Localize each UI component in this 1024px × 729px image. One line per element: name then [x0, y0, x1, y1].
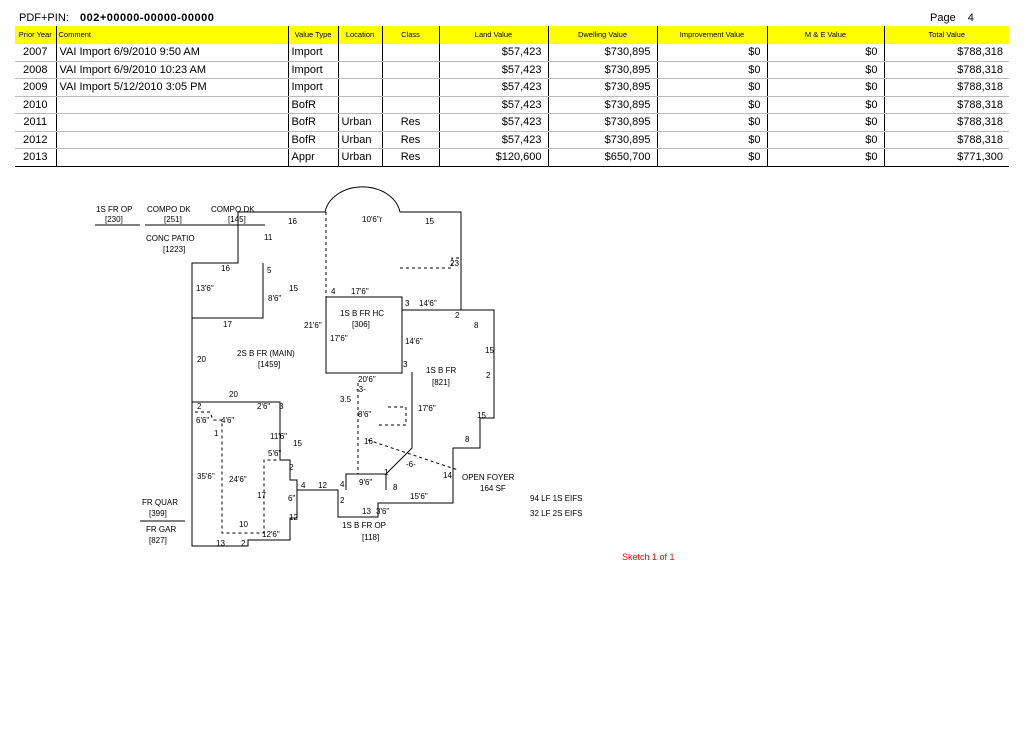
- dim-label: 20: [229, 390, 238, 399]
- dim-label: 17'6": [330, 334, 348, 343]
- dim-label: 17'6": [418, 404, 436, 413]
- cell-year: 2012: [15, 131, 56, 149]
- cell-land-value: $120,600: [439, 149, 548, 167]
- dim-label: 10'6"r: [362, 215, 383, 224]
- dim-label: 14: [443, 471, 452, 480]
- col-dwelling-value: Dwelling Value: [548, 26, 657, 44]
- label-fr-gar-area: [827]: [149, 536, 167, 545]
- dim-label: 2'6": [257, 402, 271, 411]
- cell-improvement-value: $0: [657, 44, 767, 61]
- dim-label: 23: [450, 259, 459, 268]
- col-comment: Comment: [56, 26, 288, 44]
- dim-label: 14'6": [405, 337, 423, 346]
- label-compo-dk-1: COMPO DK: [147, 205, 191, 214]
- dim-label: 15: [485, 346, 494, 355]
- dim-label: 3: [403, 360, 408, 369]
- cell-value-type: Appr: [288, 149, 338, 167]
- label-bfr: 1S B FR: [426, 366, 457, 375]
- dim-label: 8'6": [358, 410, 372, 419]
- label-conc-patio-area: [1223]: [163, 245, 186, 254]
- dim-label: 11'6": [270, 432, 288, 441]
- cell-improvement-value: $0: [657, 131, 767, 149]
- label-compo-dk-2: COMPO DK: [211, 205, 255, 214]
- dim-label: 3'6": [376, 507, 390, 516]
- label-fr-op-area: [230]: [105, 215, 123, 224]
- col-class: Class: [382, 26, 439, 44]
- cell-year: 2011: [15, 114, 56, 132]
- dim-label: 17'6": [351, 287, 369, 296]
- dim-label: 8: [465, 435, 470, 444]
- dim-label: 13'6": [196, 284, 214, 293]
- cell-me-value: $0: [767, 44, 884, 61]
- cell-dwelling-value: $730,895: [548, 114, 657, 132]
- cell-total-value: $788,318: [884, 44, 1009, 61]
- dim-label: 2: [241, 539, 246, 548]
- cell-improvement-value: $0: [657, 149, 767, 167]
- dim-label: 2: [486, 371, 491, 380]
- cell-location: Urban: [338, 131, 382, 149]
- label-hc-area: [306]: [352, 320, 370, 329]
- dim-label: 15: [289, 284, 298, 293]
- cell-value-type: Import: [288, 79, 338, 97]
- cell-dwelling-value: $730,895: [548, 131, 657, 149]
- dim-label: 16: [288, 217, 297, 226]
- dim-label: 6'6": [196, 416, 210, 425]
- cell-me-value: $0: [767, 149, 884, 167]
- cell-total-value: $788,318: [884, 61, 1009, 79]
- cell-total-value: $771,300: [884, 149, 1009, 167]
- label-bfr-op-area: [118]: [362, 533, 380, 542]
- cell-dwelling-value: $730,895: [548, 79, 657, 97]
- dim-label: 2: [455, 311, 460, 320]
- dim-label: 12: [318, 481, 327, 490]
- col-prior-year: Prior Year: [15, 26, 56, 44]
- page-label: Page: [930, 12, 956, 24]
- cell-class: Res: [382, 149, 439, 167]
- col-value-type: Value Type: [288, 26, 338, 44]
- label-eifs-2: 32 LF 2S EIFS: [530, 509, 583, 518]
- dim-label: 15'6": [410, 492, 428, 501]
- dim-label: 9'6": [359, 478, 373, 487]
- cell-location: Urban: [338, 149, 382, 167]
- label-open-foyer: OPEN FOYER: [462, 473, 515, 482]
- dim-label: 35'6": [197, 472, 215, 481]
- cell-dwelling-value: $730,895: [548, 61, 657, 79]
- cell-value-type: BofR: [288, 114, 338, 132]
- col-total-value: Total Value: [884, 26, 1009, 44]
- cell-me-value: $0: [767, 79, 884, 97]
- cell-value-type: BofR: [288, 96, 338, 114]
- dim-label: 5: [267, 266, 272, 275]
- col-me-value: M & E Value: [767, 26, 884, 44]
- cell-comment: VAI Import 6/9/2010 9:50 AM: [56, 44, 288, 61]
- cell-class: Res: [382, 131, 439, 149]
- col-improvement-value: Improvement Value: [657, 26, 767, 44]
- page-number: 4: [967, 12, 974, 24]
- cell-year: 2008: [15, 61, 56, 79]
- cell-year: 2013: [15, 149, 56, 167]
- label-eifs-1: 94 LF 1S EIFS: [530, 494, 583, 503]
- cell-dwelling-value: $730,895: [548, 96, 657, 114]
- dim-label: 4: [301, 481, 306, 490]
- label-main: 2S B FR (MAIN): [237, 349, 295, 358]
- cell-land-value: $57,423: [439, 79, 548, 97]
- cell-total-value: $788,318: [884, 114, 1009, 132]
- parcel-pin: 002+00000-00000-00000: [80, 12, 215, 24]
- dim-label: 10: [239, 520, 248, 529]
- dim-label: 12: [289, 513, 298, 522]
- dim-label: 20'6": [358, 375, 376, 384]
- cell-value-type: Import: [288, 61, 338, 79]
- cell-year: 2007: [15, 44, 56, 61]
- cell-comment: VAI Import 5/12/2010 3:05 PM: [56, 79, 288, 97]
- cell-land-value: $57,423: [439, 114, 548, 132]
- cell-year: 2010: [15, 96, 56, 114]
- dim-label: 2: [289, 463, 294, 472]
- dim-label: 24'6": [229, 475, 247, 484]
- cell-me-value: $0: [767, 61, 884, 79]
- sketch-page-indicator: Sketch 1 of 1: [622, 552, 675, 562]
- cell-dwelling-value: $650,700: [548, 149, 657, 167]
- dim-label: 21'6": [304, 321, 322, 330]
- header-label: PDF+PIN:: [19, 12, 69, 24]
- dim-label: 17: [223, 320, 232, 329]
- cell-land-value: $57,423: [439, 44, 548, 61]
- col-land-value: Land Value: [439, 26, 548, 44]
- dim-label: 16: [364, 437, 373, 446]
- label-fr-gar: FR GAR: [146, 525, 177, 534]
- cell-improvement-value: $0: [657, 114, 767, 132]
- cell-year: 2009: [15, 79, 56, 97]
- cell-total-value: $788,318: [884, 131, 1009, 149]
- dim-label: 8: [393, 483, 398, 492]
- dim-label: 6": [288, 494, 296, 503]
- label-main-area: [1459]: [258, 360, 281, 369]
- dim-label: 5'6": [268, 449, 282, 458]
- dim-label: 2: [340, 496, 345, 505]
- col-location: Location: [338, 26, 382, 44]
- cell-class: Res: [382, 114, 439, 132]
- label-open-foyer-area: 164 SF: [480, 484, 506, 493]
- dim-label: 4: [331, 287, 336, 296]
- cell-land-value: $57,423: [439, 61, 548, 79]
- label-hc: 1S B FR HC: [340, 309, 385, 318]
- dim-label: 1: [214, 429, 219, 438]
- dim-label: 3: [279, 402, 284, 411]
- dim-label: 14'6": [419, 299, 437, 308]
- cell-improvement-value: $0: [657, 79, 767, 97]
- cell-total-value: $788,318: [884, 96, 1009, 114]
- dim-label: 15: [425, 217, 434, 226]
- cell-dwelling-value: $730,895: [548, 44, 657, 61]
- dim-label: 2: [197, 402, 202, 411]
- dim-label: 8: [474, 321, 479, 330]
- cell-value-type: BofR: [288, 131, 338, 149]
- dim-label: 15: [293, 439, 302, 448]
- cell-me-value: $0: [767, 114, 884, 132]
- cell-total-value: $788,318: [884, 79, 1009, 97]
- dim-label: 16: [221, 264, 230, 273]
- dim-label: -6-: [406, 460, 416, 469]
- cell-improvement-value: $0: [657, 96, 767, 114]
- dim-label: 1: [384, 468, 389, 477]
- dim-label: 20: [197, 355, 206, 364]
- dim-label: 13: [216, 539, 225, 548]
- label-fr-quar-area: [399]: [149, 509, 167, 518]
- label-bfr-area: [821]: [432, 378, 450, 387]
- cell-comment: VAI Import 6/9/2010 10:23 AM: [56, 61, 288, 79]
- label-fr-quar: FR QUAR: [142, 498, 178, 507]
- cell-location: Urban: [338, 114, 382, 132]
- dim-label: 3.5: [340, 395, 352, 404]
- label-fr-op: 1S FR OP: [96, 205, 133, 214]
- label-compo-dk-2-area: [145]: [228, 215, 246, 224]
- dim-label: 4'6": [221, 416, 235, 425]
- cell-value-type: Import: [288, 44, 338, 61]
- dim-label: -3-: [356, 385, 366, 394]
- cell-improvement-value: $0: [657, 61, 767, 79]
- label-conc-patio: CONC PATIO: [146, 234, 195, 243]
- cell-land-value: $57,423: [439, 96, 548, 114]
- dim-label: 15: [477, 411, 486, 420]
- cell-me-value: $0: [767, 131, 884, 149]
- dim-label: 4: [340, 480, 345, 489]
- dim-label: 13: [362, 507, 371, 516]
- label-compo-dk-1-area: [251]: [164, 215, 182, 224]
- label-bfr-op: 1S B FR OP: [342, 521, 387, 530]
- dim-label: 3: [405, 299, 410, 308]
- dim-label: 12'6": [262, 530, 280, 539]
- dim-label: 8'6": [268, 294, 282, 303]
- cell-me-value: $0: [767, 96, 884, 114]
- dim-label: 11: [264, 233, 273, 242]
- cell-land-value: $57,423: [439, 131, 548, 149]
- dim-label: 17: [257, 491, 266, 500]
